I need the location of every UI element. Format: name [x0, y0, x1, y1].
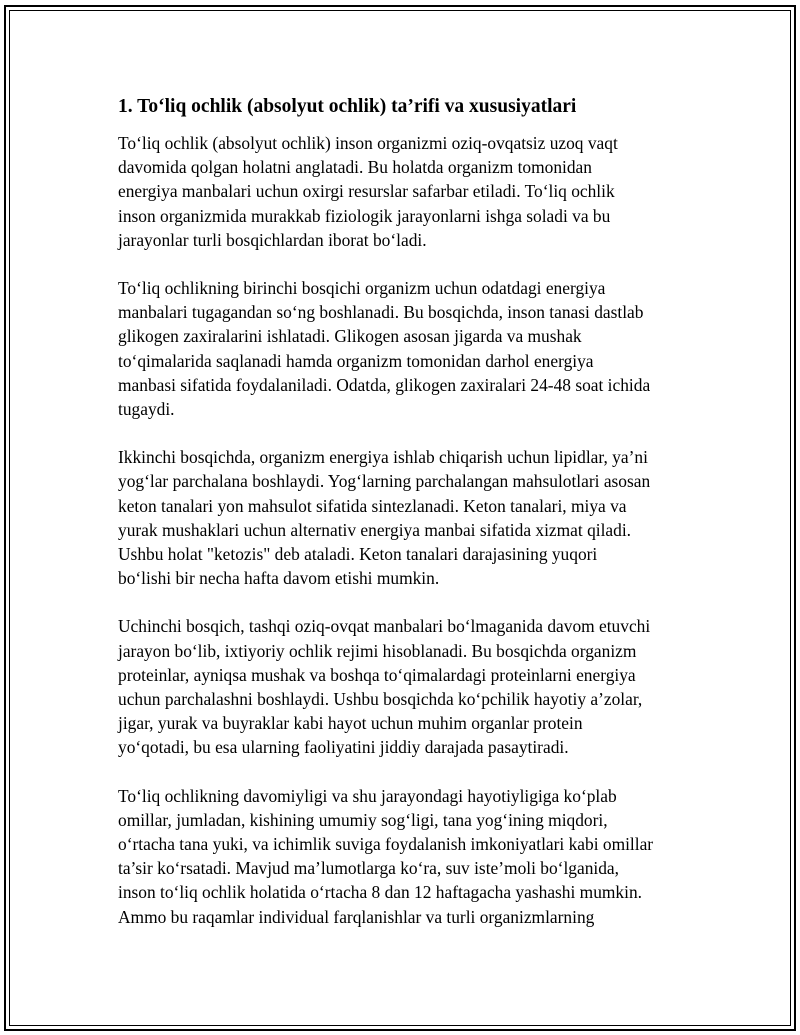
text-line: manbalari tugagandan so‘ng boshlanadi. Bu bosqichda, inson tanasi dastlab	[118, 302, 644, 323]
text-line: Uchinchi bosqich, tashqi oziq-ovqat manbalari bo‘lmaganida davom etuvchi	[118, 616, 651, 637]
text-line: jarayonlar turli bosqichlardan iborat bo‘ladi.	[118, 229, 427, 250]
text-line: To‘liq ochlikning davomiyligi va shu jarayondagi hayotiyligiga ko‘plab	[118, 785, 617, 806]
text-line: manbasi sifatida foydalaniladi. Odatda, glikogen zaxiralari 24-48 soat ichida	[118, 374, 651, 395]
text-line: omillar, jumladan, kishining umumiy sog‘ligi, tana yog‘ining miqdori,	[118, 809, 608, 830]
text-line: Ikkinchi bosqichda, organizm energiya ishlab chiqarish uchun lipidlar, ya’ni	[118, 447, 648, 468]
text-line: tugaydi.	[118, 399, 175, 420]
document-body	[118, 93, 698, 953]
paragraph-definition	[118, 131, 698, 252]
text-line: proteinlar, ayniqsa mushak va boshqa to‘qimalardagi proteinlarni energiya	[118, 664, 636, 685]
text-line: keton tanalari yon mahsulot sifatida sintezlanadi. Keton tanalari, miya va	[118, 495, 627, 516]
paragraph-second-stage	[118, 445, 698, 590]
paragraph-third-stage	[118, 614, 698, 759]
text-line: bo‘lishi bir necha hafta davom etishi mumkin.	[118, 568, 440, 589]
text-line: ta’sir ko‘rsatadi. Mavjud ma’lumotlarga ko‘ra, suv iste’moli bo‘lganida,	[118, 858, 619, 879]
text-line: to‘qimalarida saqlanadi hamda organizm tomonidan darhol energiya	[118, 350, 594, 371]
text-line: yurak mushaklari uchun alternativ energiya manbai sifatida xizmat qiladi.	[118, 519, 632, 540]
text-line: glikogen zaxiralarini ishlatadi. Glikogen asosan jigarda va mushak	[118, 326, 582, 347]
text-line: Ammo bu raqamlar individual farqlanishlar va turli organizmlarning	[118, 906, 595, 927]
text-line: Ushbu holat "ketozis" deb ataladi. Keton tanalari darajasining yuqori	[118, 544, 598, 565]
paragraph-duration	[118, 784, 698, 929]
paragraph-first-stage	[118, 276, 698, 421]
text-line: uchun parchalashni boshlaydi. Ushbu bosqichda ko‘pchilik hayotiy a’zolar,	[118, 689, 643, 710]
text-line: jarayon bo‘lib, ixtiyoriy ochlik rejimi hisoblanadi. Bu bosqichda organizm	[118, 640, 637, 661]
text-line: To‘liq ochlik (absolyut ochlik) inson organizmi oziq-ovqatsiz uzoq vaqt	[118, 133, 618, 153]
text-line: yog‘lar parchalana boshlaydi. Yog‘larning parchalangan mahsulotlari asosan	[118, 471, 651, 492]
text-line: jigar, yurak va buyraklar kabi hayot uchun muhim organlar protein	[118, 713, 583, 734]
text-line: yo‘qotadi, bu esa ularning faoliyatini jiddiy darajada pasaytiradi.	[118, 737, 569, 758]
text-line: To‘liq ochlikning birinchi bosqichi organizm uchun odatdagi energiya	[118, 278, 606, 299]
text-line: o‘rtacha tana yuki, va ichimlik suviga foydalanish imkoniyatlari kabi omillar	[118, 834, 654, 855]
text-line: inson organizmida murakkab fiziologik jarayonlarni ishga soladi va bu	[118, 205, 611, 226]
text-line: inson to‘liq ochlik holatida o‘rtacha 8 dan 12 haftagacha yashashi mumkin.	[118, 882, 642, 903]
text-line: davomida qolgan holatni anglatadi. Bu holatda organizm tomonidan	[118, 157, 592, 178]
section-heading: 1. To‘liq ochlik (absolyut ochlik) ta’rifi va xususiyatlari	[118, 96, 577, 117]
text-line: energiya manbalari uchun oxirgi resurslar safarbar etiladi. To‘liq ochlik	[118, 181, 615, 202]
